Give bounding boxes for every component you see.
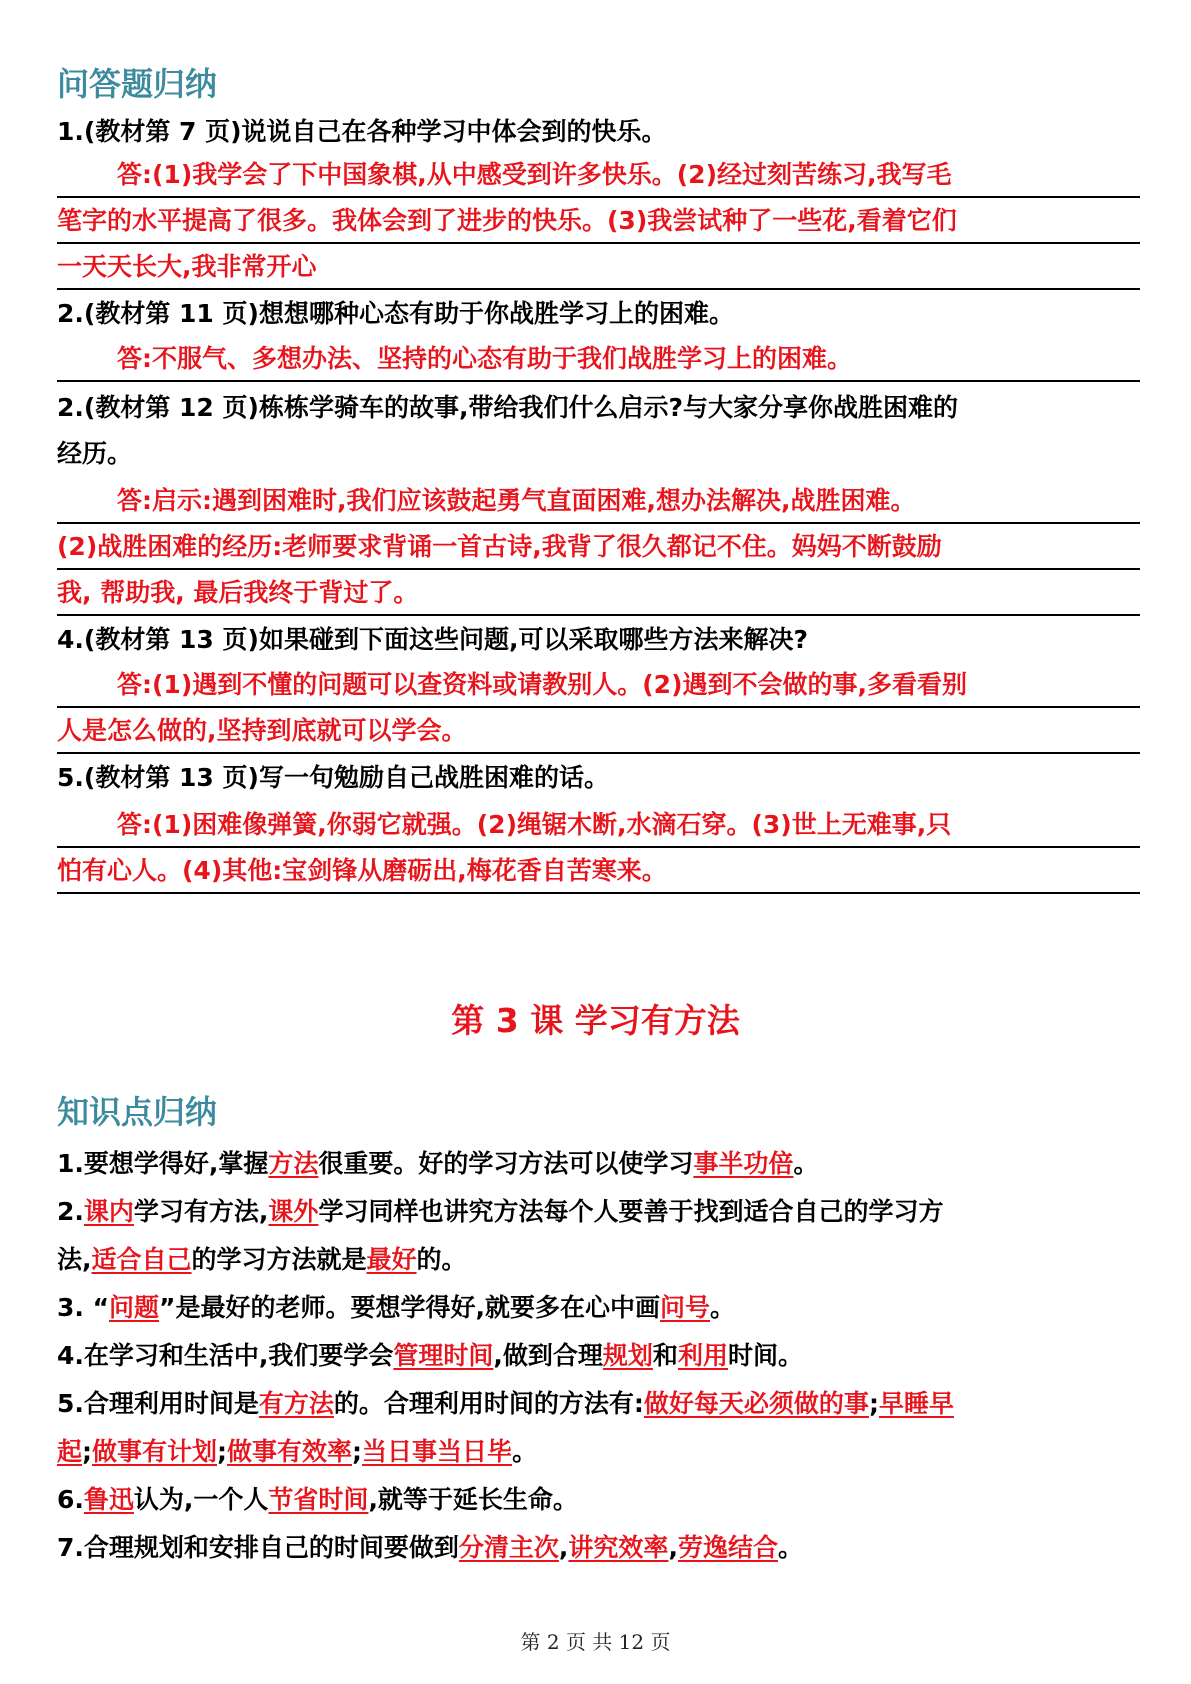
qa-heading: 问答题归纳 [57, 65, 218, 103]
text: , [668, 1533, 678, 1562]
knowledge-point-7 [57, 1528, 1140, 1568]
question-3-line-1: 2.(教材第 12 页)栋栋学骑车的故事,带给我们什么启示?与大家分享你战胜困难的 [57, 393, 958, 422]
knowledge-heading: 知识点归纳 [57, 1093, 218, 1131]
text: 学习有方法, [133, 1197, 269, 1226]
text: 。 [512, 1437, 538, 1466]
question-1: 1.(教材第 7 页)说说自己在各种学习中体会到的快乐。 [57, 117, 667, 146]
keyword-blank: 起 [57, 1437, 83, 1466]
text: 7.合理规划和安排自己的时间要做到 [57, 1533, 459, 1562]
text: ; [352, 1437, 363, 1466]
text: 的。合理利用时间的方法有: [333, 1389, 644, 1418]
keyword-blank: 事半功倍 [693, 1149, 794, 1178]
answer-1-line-2: 笔字的水平提高了很多。我体会到了进步的快乐。(3)我尝试种了一些花,看着它们 [57, 200, 1140, 244]
text: 和 [652, 1341, 678, 1370]
text: ; [868, 1389, 879, 1418]
answer-3-line-1: 答:启示:遇到困难时,我们应该鼓起勇气直面困难,想办法解决,战胜困难。 [57, 480, 1140, 524]
keyword-blank: 最好 [366, 1245, 417, 1274]
knowledge-point-4 [57, 1336, 1140, 1376]
text: ,就等于延长生命。 [368, 1485, 578, 1514]
keyword-blank: 节省时间 [268, 1485, 369, 1514]
question-2: 2.(教材第 11 页)想想哪种心态有助于你战胜学习上的困难。 [57, 299, 734, 328]
keyword-blank: 劳逸结合 [677, 1533, 778, 1562]
text: 认为,一个人 [133, 1485, 269, 1514]
keyword-blank: 问号 [659, 1293, 710, 1322]
text: 。 [710, 1293, 736, 1322]
text: 2. [57, 1197, 84, 1226]
question-3-line-2: 经历。 [57, 439, 133, 468]
keyword-blank: 分清主次 [458, 1533, 559, 1562]
keyword-blank: 问题 [109, 1293, 160, 1322]
text: 的学习方法就是 [191, 1245, 367, 1274]
text: 5.合理利用时间是 [57, 1389, 259, 1418]
keyword-blank: 当日事当日毕 [362, 1437, 513, 1466]
knowledge-point-2-line-2 [57, 1240, 1140, 1280]
answer-5-line-2: 怕有心人。(4)其他:宝剑锋从磨砺出,梅花香自苦寒来。 [57, 850, 1140, 894]
text: ”是最好的老师。要想学得好,就要多在心中画 [159, 1293, 660, 1322]
text: 1.要想学得好,掌握 [57, 1149, 269, 1178]
text: 学习同样也讲究方法每个人要善于找到适合自己的学习方 [318, 1197, 944, 1226]
keyword-blank: 鲁迅 [83, 1485, 134, 1514]
text: ,做到合理 [493, 1341, 603, 1370]
keyword-blank: 有方法 [258, 1389, 334, 1418]
keyword-blank: 讲究效率 [568, 1533, 669, 1562]
knowledge-point-5-line-1 [57, 1384, 1140, 1424]
keyword-blank: 做事有计划 [92, 1437, 218, 1466]
text: 很重要。好的学习方法可以使学习 [318, 1149, 694, 1178]
text: ; [82, 1437, 93, 1466]
keyword-blank: 课内 [83, 1197, 134, 1226]
text: , [558, 1533, 569, 1562]
knowledge-point-5-line-2 [57, 1432, 1140, 1472]
knowledge-point-1 [57, 1144, 1140, 1184]
text: 时间。 [727, 1341, 803, 1370]
keyword-blank: 做好每天必须做的事 [643, 1389, 869, 1418]
keyword-blank: 适合自己 [91, 1245, 192, 1274]
keyword-blank: 管理时间 [393, 1341, 494, 1370]
answer-2-line-1: 答:不服气、多想办法、坚持的心态有助于我们战胜学习上的困难。 [57, 338, 1140, 382]
knowledge-point-6 [57, 1480, 1140, 1520]
answer-4-line-1: 答:(1)遇到不懂的问题可以查资料或请教别人。(2)遇到不会做的事,多看看别 [57, 664, 1140, 708]
keyword-blank: 早睡早 [878, 1389, 954, 1418]
text: 。 [793, 1149, 819, 1178]
answer-1-line-1: 答:(1)我学会了下中国象棋,从中感受到许多快乐。(2)经过刻苦练习,我写毛 [57, 154, 1140, 198]
keyword-blank: 做事有效率 [227, 1437, 353, 1466]
text: 6. [57, 1485, 84, 1514]
keyword-blank: 利用 [677, 1341, 728, 1370]
answer-3-line-3: 我, 帮助我, 最后我终于背过了。 [57, 572, 1140, 616]
text: ; [217, 1437, 228, 1466]
text: 3. “ [57, 1293, 110, 1322]
text: 的。 [416, 1245, 467, 1274]
knowledge-point-3 [57, 1288, 1140, 1328]
answer-4-line-2: 人是怎么做的,坚持到底就可以学会。 [57, 710, 1140, 754]
text: 。 [777, 1533, 803, 1562]
question-5: 5.(教材第 13 页)写一句勉励自己战胜困难的话。 [57, 763, 609, 792]
question-4: 4.(教材第 13 页)如果碰到下面这些问题,可以采取哪些方法来解决? [57, 625, 808, 654]
knowledge-point-2-line-1 [57, 1192, 1140, 1232]
page-number-footer: 第 2 页 共 12 页 [520, 1630, 671, 1654]
keyword-blank: 方法 [268, 1149, 319, 1178]
answer-3-line-2: (2)战胜困难的经历:老师要求背诵一首古诗,我背了很久都记不住。妈妈不断鼓励 [57, 526, 1140, 570]
answer-1-line-3: 一天天长大,我非常开心 [57, 246, 1140, 290]
text: 法, [57, 1245, 92, 1274]
keyword-blank: 课外 [268, 1197, 319, 1226]
text: 4.在学习和生活中,我们要学会 [57, 1341, 394, 1370]
keyword-blank: 规划 [602, 1341, 653, 1370]
answer-5-line-1: 答:(1)困难像弹簧,你弱它就强。(2)绳锯木断,水滴石穿。(3)世上无难事,只 [57, 804, 1140, 848]
lesson-title: 第 3 课 学习有方法 [451, 1001, 740, 1040]
